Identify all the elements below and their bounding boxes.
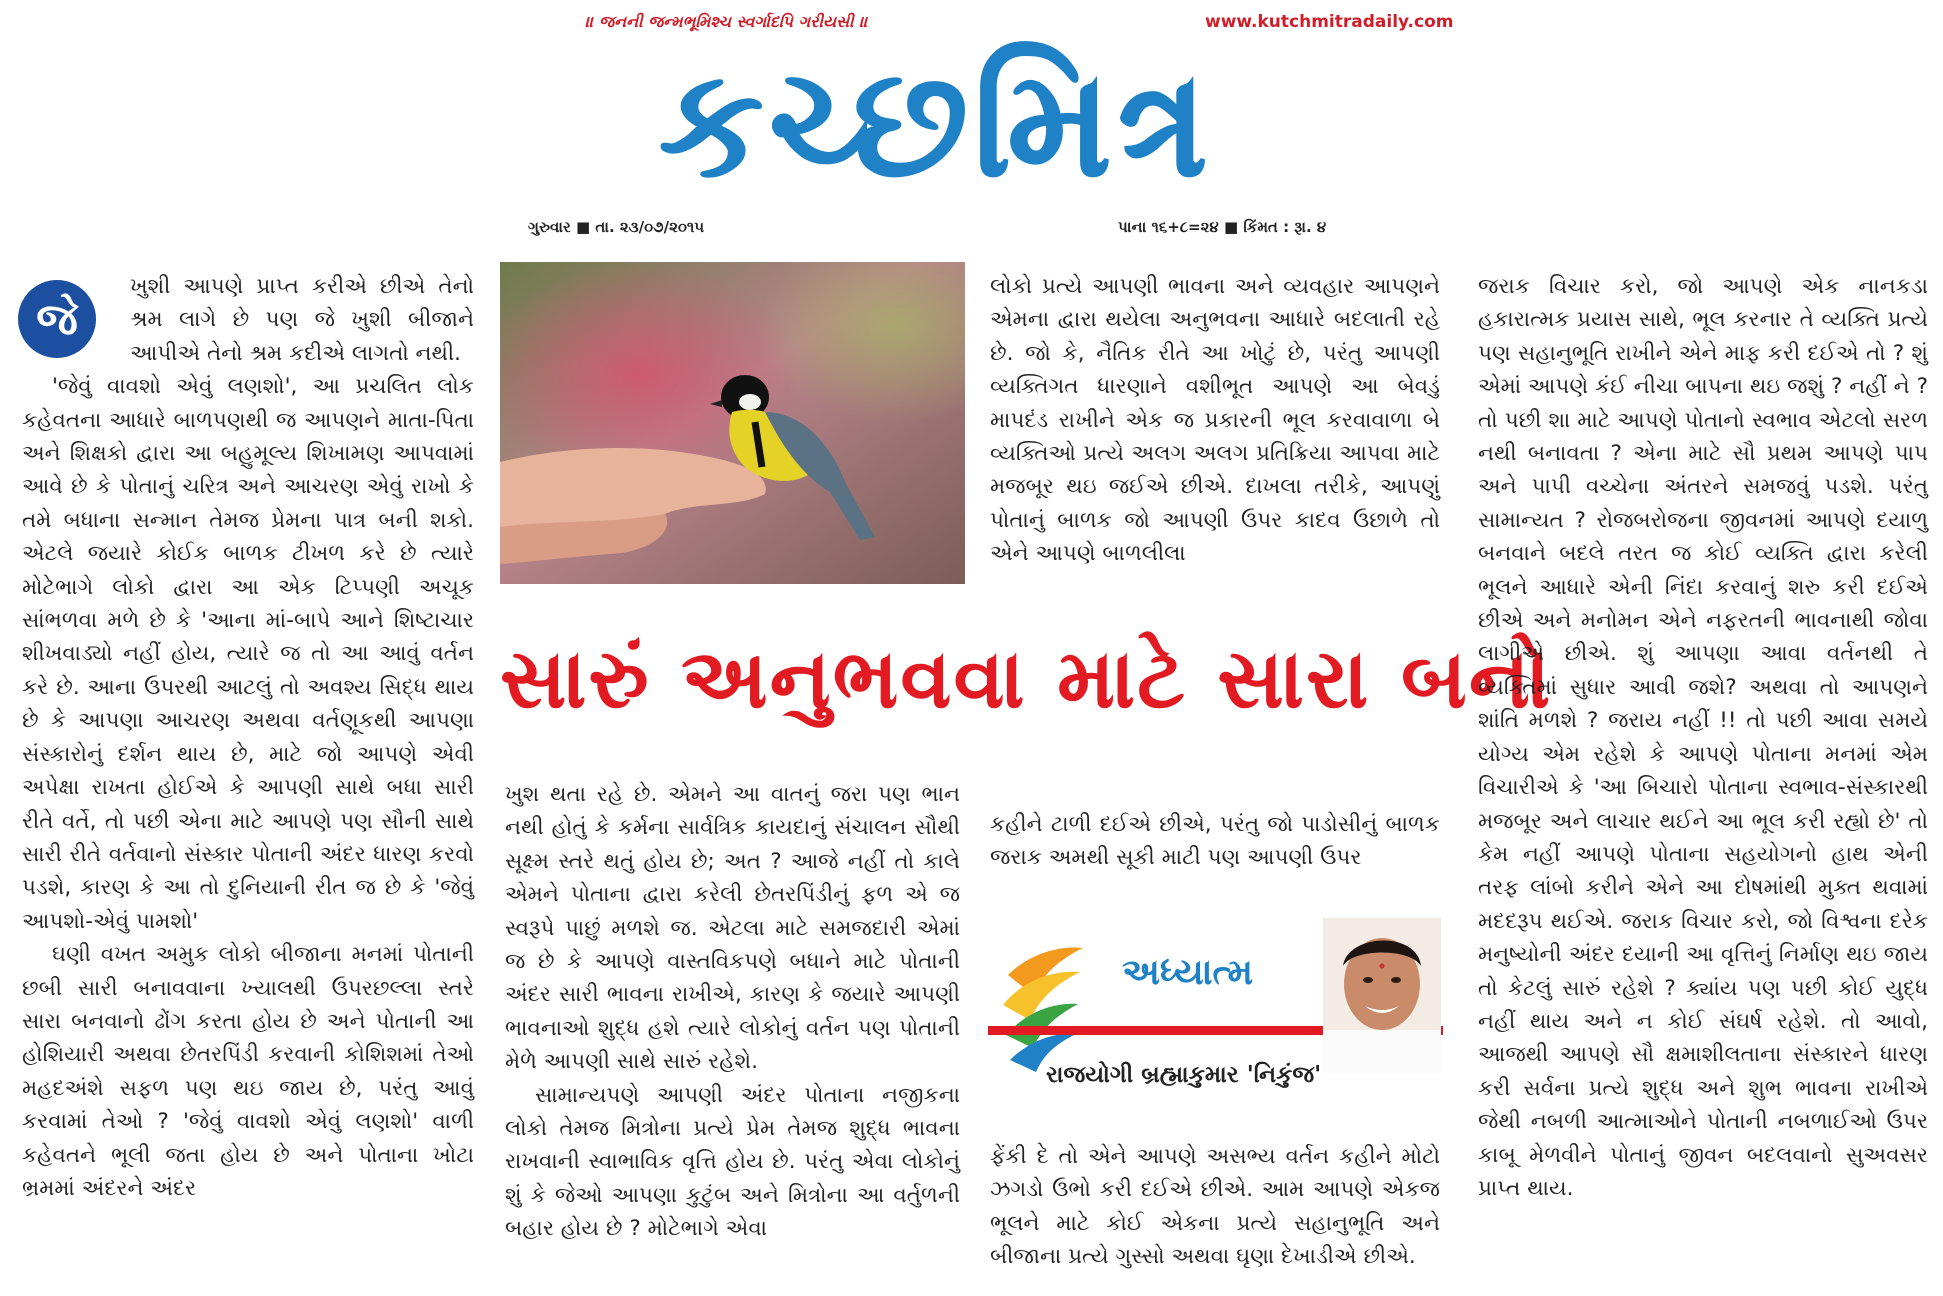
column-1 xyxy=(22,270,474,1205)
column-4 xyxy=(1478,270,1928,1205)
article-headline: સારું અનુભવવા માટે સારા બનો xyxy=(500,632,1553,727)
website-url[interactable]: www.kutchmitradaily.com xyxy=(1205,12,1454,32)
page-info: પાના ૧૬+૮=૨૪ ■ કિંમત : રૂા. ૪ xyxy=(1118,218,1327,236)
paragraph: ફેંકી દે તો એને આપણે અસભ્ય વર્તન કહીને મોટો ઝગડો ઉભો કરી દઈએ છીએ. આમ આપણે એકજ ભૂલને માટે કોઈ એકના પ્રત્યે સહાનુભૂતિ અને બીજાના પ્રત્યે ગુસ્સો અથવા ઘૃણા દેખાડીએ છીએ. xyxy=(990,1144,1440,1270)
column-3-middle xyxy=(990,808,1440,875)
paragraph: કહીને ટાળી દઈએ છીએ, પરંતુ જો પાડોસીનું બાળક જરાક અમથી સૂકી માટી પણ આપણી ઉપર xyxy=(990,812,1440,871)
column-2 xyxy=(505,778,960,1246)
dateline: ગુરુવાર ■ તા. ૨૩/૦૭/૨૦૧૫ xyxy=(528,218,705,236)
paragraph: સામાન્યપણે આપણી અંદર પોતાના નજીકના લોકો તેમજ મિત્રોના પ્રત્યે પ્રેમ તેમજ શુદ્ધ ભાવના રાખવાની સ્વાભાવિક વૃત્તિ હોય છે. પરંતુ એવા લોકોનું શું કે જેઓ આપણા કુટુંબ અને મિત્રોના આ વર્તુળની બહાર હોય છે ? મોટેભાગે એવા xyxy=(505,1082,960,1242)
column-3-bottom xyxy=(990,1140,1440,1274)
masthead-motto: ॥ જનની જન્મભૂમિશ્ચ સ્વર્ગાદપિ ગરીયસી ॥ xyxy=(585,12,868,31)
author-name: રાજયોગી બ્રહ્માકુમાર 'નિકુંજ' xyxy=(1046,1062,1322,1088)
column-3-top xyxy=(990,270,1440,571)
paragraph: 'જેવું વાવશો એવું લણશો', આ પ્રચલિત લોક કહેવતના આધારે બાળપણથી જ આપણને માતા-પિતા અને શિક્ષકો દ્વારા આ બહુમૂલ્ય શિખામણ આપવામાં આવે છે કે પોતાનું ચરિત્ર અને આચરણ એવું રાખો કે તમે બધાના સન્માન તેમજ પ્રેમના પાત્ર બની શકો. એટલે જયારે કોઈક બાળક ટીખળ કરે છે ત્યારે મોટેભાગે લોકો દ્વારા આ એક ટિપ્પણી અચૂક સાંભળવા મળે છે કે 'આના માં-બાપે આને શિષ્ટાચાર શીખવાડ્યો નહીં હોય, ત્યારે જ તો આ આવું વર્તન કરે છે. આના ઉપરથી આટલું તો અવશ્ય સિદ્ધ થાય છે કે આપણા આચરણ અથવા વર્તણૂકથી આપણા સંસ્કારોનું દર્શન થાય છે, માટે જો આપણે એવી અપેક્ષા રાખતા હોઈએ કે આપણી સાથે બધા સારી રીતે વર્તે, તો પછી એના માટે આપણે પણ સૌની સાથે સારી રીતે વર્તવાનો સંસ્કાર પોતાની અંદર ધારણ કરવો પડશે, કારણ કે આ તો દુનિયાની રીત જ છે કે 'જેવું આપશો-એવું પામશો' xyxy=(22,374,474,934)
section-label: અધ્યાત્મ xyxy=(1122,952,1254,993)
newspaper-masthead: કચ્છમિત્ર xyxy=(658,37,1213,211)
paragraph: જરાક વિચાર કરો, જો આપણે એક નાનકડા હકારાત્મક પ્રયાસ સાથે, ભૂલ કરનાર તે વ્યક્તિ પ્રત્યે પણ સહાનુભૂતિ રાખીને એને માફ કરી દઈએ તો ? શું એમાં આપણે કંઈ નીચા બાપના થઇ જશું ? નહીં ને ? તો પછી શા માટે આપણે પોતાનો સ્વભાવ એટલો સરળ નથી બનાવતા ? એના માટે સૌ પ્રથમ આપણે પાપ અને પાપી વચ્ચેના અંતરને સમજવું પડશે. પરંતુ સામાન્યત ? રોજબરોજના જીવનમાં આપણે દયાળુ બનવાને બદલે તરત જ કોઈ વ્યક્તિ દ્વારા કરેલી ભૂલને આધારે એની નિંદા કરવાનું શરુ કરી દઈએ છીએ અને મનોમન એને નફરતની ભાવનાથી જોવા લાગીએ છીએ. શું આપણા આવા વર્તનથી તે વ્યક્તિમાં સુધાર આવી જશે? અથવા તો આપણને શાંતિ મળશે ? જરાય નહીં !! તો પછી આવા સમયે યોગ્ય એમ રહેશે કે આપણે પોતાના મનમાં એમ વિચારીએ કે 'આ બિચારો પોતાના સ્વભાવ-સંસ્કારથી મજબૂર અને લાચાર થઈને આ ભૂલ કરી રહ્યો છે' તો કેમ નહીં આપણે પોતાના સહયોગનો હાથ એની તરફ લાંબો કરીને એને આ દોષમાંથી મુક્ત થવામાં મદદરૂપ થઈએ. જરાક વિચાર કરો, જો વિશ્વના દરેક મનુષ્યોની અંદર દયાની આ વૃત્તિનું નિર્માણ થઇ જાય તો કેટલું સારું રહેશે ? ક્યાંય પણ પછી કોઈ યુદ્ધ નહીં થાય અને ન કોઈ સંઘર્ષ રહેશે. તો આવો, આજથી આપણે સૌ ક્ષમાશીલતાના સંસ્કારને ધારણ કરી સર્વના પ્રત્યે શુદ્ધ અને શુભ ભાવના રાખીએ જેથી નબળી આત્માઓને પોતાની નબળાઈઓ ઉપર કાબૂ મેળવીને પોતાનું જીવન બદલવાનો સુઅવસર પ્રાપ્ત થાય. xyxy=(1478,274,1928,1201)
article-photo-bird-on-hand xyxy=(500,262,965,584)
paragraph: ઘણી વખત અમુક લોકો બીજાના મનમાં પોતાની છબી સારી બનાવવાના ખ્યાલથી ઉપરછલ્લા સ્તરે સારા બનવાનો ઢોંગ કરતા હોય છે અને પોતાની આ હોશિયારી અથવા છેતરપિંડી કરવાની કોશિશમાં તેઓ મહદઅંશે સફળ પણ થઇ જાય છે, પરંતુ આવું કરવામાં તેઓ ? 'જેવું વાવશો એવું લણશો' વાળી કહેવતને ભૂલી જતા હોય છે અને પોતાના ખોટા ભ્રમમાં અંદરને અંદર xyxy=(22,942,474,1201)
paragraph: ખુશી આપણે પ્રાપ્ત કરીએ છીએ તેનો શ્રમ લાગે છે પણ જે ખુશી બીજાને આપીએ તેનો શ્રમ કદીએ લાગતો નથી. xyxy=(130,274,474,366)
author-portrait xyxy=(1323,918,1441,1073)
paragraph: ખુશ થતા રહે છે. એમને આ વાતનું જરા પણ ભાન નથી હોતું કે કર્મના સાર્વત્રિક કાયદાનું સંચાલન સૌથી સૂક્ષ્મ સ્તરે થતું હોય છે; અત ? આજે નહીં તો કાલે એમને પોતાના દ્વારા કરેલી છેતરપિંડીનું ફળ એ જ સ્વરૂપે પાછું મળશે જ. એટલા માટે સમજદારી એમાં જ છે કે આપણે વાસ્તવિકપણે બધાને માટે પોતાની અંદર સારી ભાવના રાખીએ, કારણ કે જયારે આપણી ભાવનાઓ શુદ્ધ હશે ત્યારે લોકોનું વર્તન પણ પોતાની મેળે આપણી સાથે સારું રહેશે. xyxy=(505,782,960,1075)
dropcap-badge: જે xyxy=(18,280,96,358)
author-avatar xyxy=(1323,918,1441,1073)
bird-on-hand-image xyxy=(500,262,965,584)
paragraph: લોકો પ્રત્યે આપણી ભાવના અને વ્યવહાર આપણને એમના દ્વારા થયેલા અનુભવના આધારે બદલાતી રહે છે. જો કે, નૈતિક રીતે આ ખોટું છે, પરંતુ આપણી વ્યક્તિગત ધારણાને વશીભૂત આપણે આ બેવડું માપદંડ રાખીને એક જ પ્રકારની ભૂલ કરવાવાળા બે વ્યક્તિઓ પ્રત્યે અલગ અલગ પ્રતિક્રિયા આપવા માટે મજબૂર થઇ જઈએ છીએ. દાખલા તરીકે, આપણું પોતાનું બાળક જો આપણી ઉપર કાદવ ઉછાળે તો એને આપણે બાળલીલા xyxy=(990,274,1440,567)
